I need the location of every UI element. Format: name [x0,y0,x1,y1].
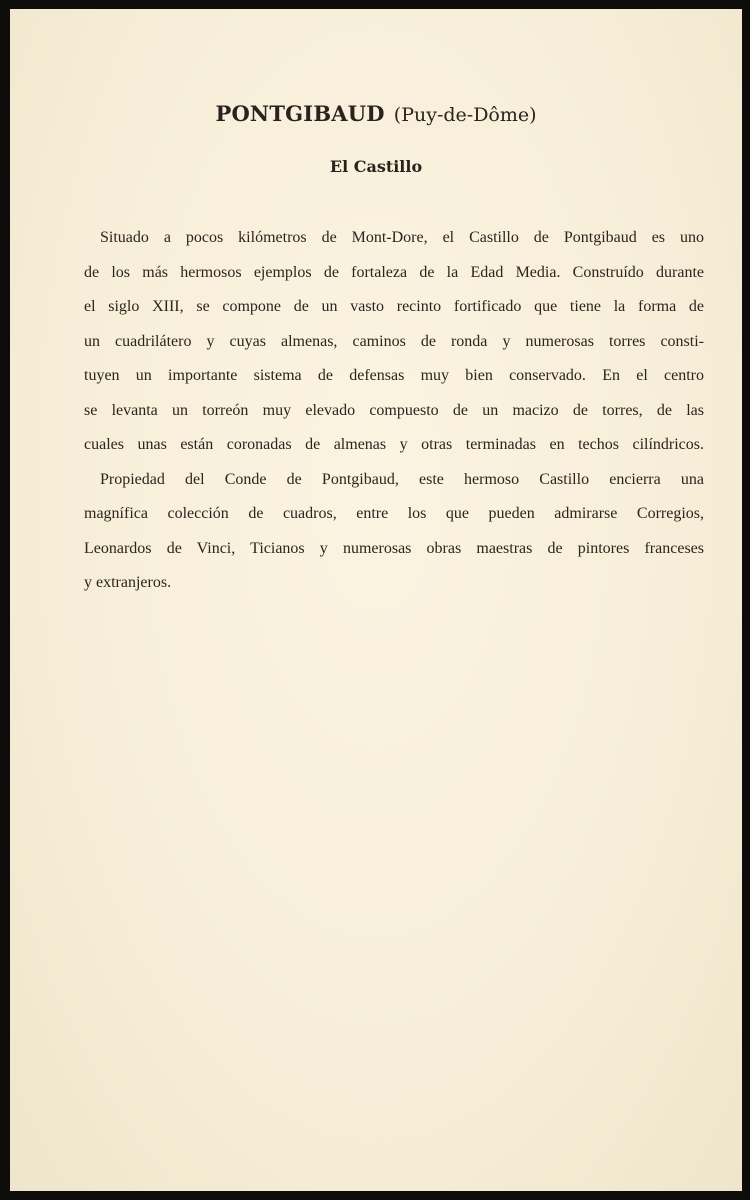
text-line: tuyen un importante sistema de defensas muy bien conservado. En el centro [84,367,704,384]
page-subtitle: El Castillo [329,157,423,176]
paragraph-2 [68,463,704,601]
text-line: se levanta un torreón muy elevado compuesto de un macizo de torres, de las [84,401,704,419]
postcard-back [10,9,742,1191]
title-town: PONTGIBAUD [215,101,385,126]
body-text [68,221,704,601]
text-line: Situado a pocos kilómetros de Mont-Dore, el Castillo de Pontgibaud es uno [100,229,704,246]
title-region: (Puy-de-Dôme) [393,104,537,126]
text-line: Leonardos de Vinci, Ticianos y numerosas obras maestras de pintores franceses [84,539,704,557]
text-line: y extranjeros. [84,574,172,591]
text-line: cuales unas están coronadas de almenas y otras terminadas en techos cilíndricos. [84,436,704,453]
page-title [10,101,742,126]
text-line: Propiedad del Conde de Pontgibaud, este hermoso Castillo encierra una [100,470,704,488]
paragraph-1 [68,221,704,463]
text-line: un cuadrilátero y cuyas almenas, caminos de ronda y numerosas torres consti- [84,332,704,350]
text-line: magnífica colección de cuadros, entre los que pueden admirarse Corregios, [84,505,704,522]
text-line: de los más hermosos ejemplos de fortaleza de la Edad Media. Construído durante [84,263,704,281]
text-line: el siglo XIII, se compone de un vasto recinto fortificado que tiene la forma de [84,298,704,315]
